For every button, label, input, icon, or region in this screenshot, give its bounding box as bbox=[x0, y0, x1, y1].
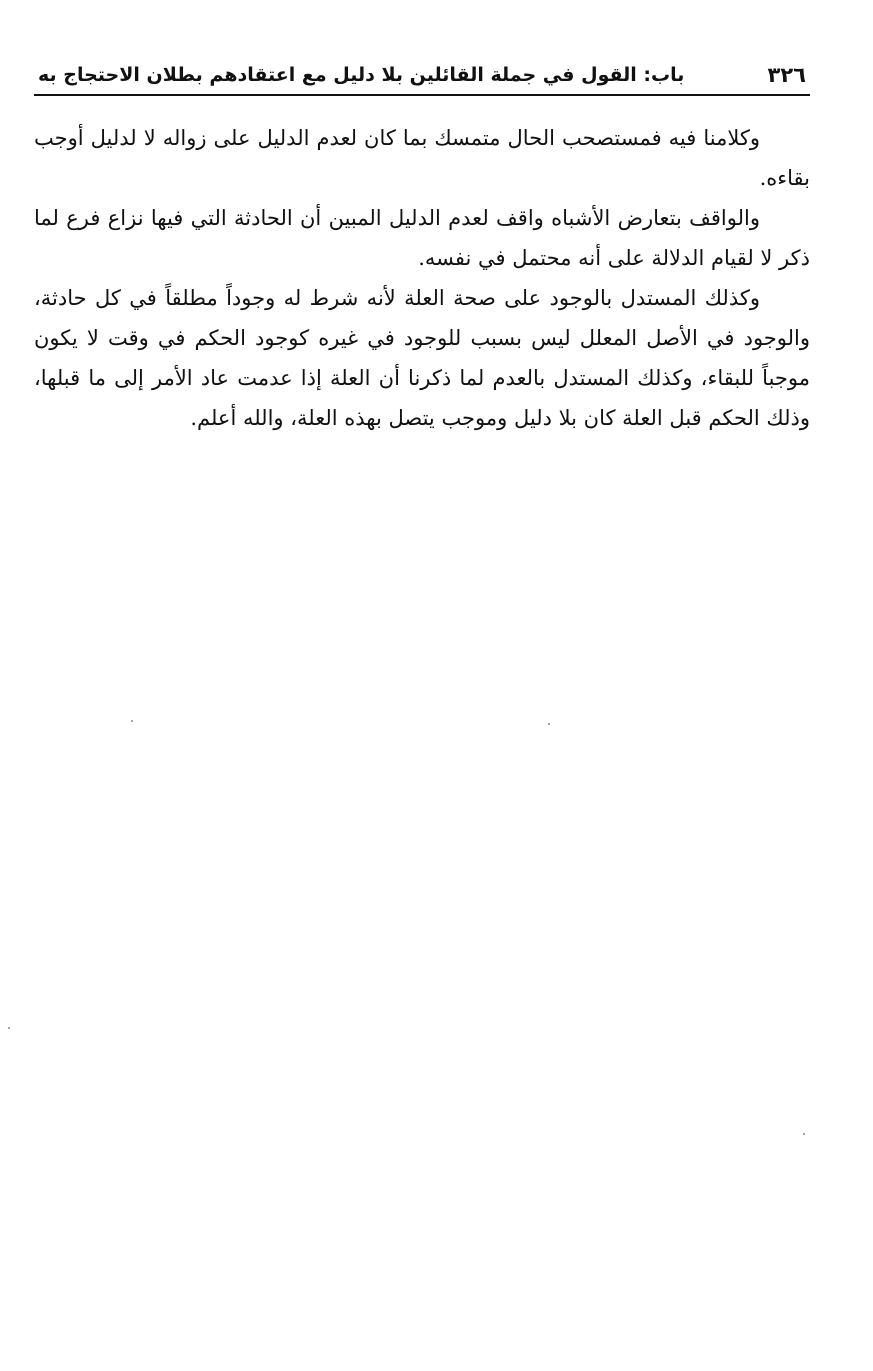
page-number: ٣٢٦ bbox=[767, 63, 806, 87]
scan-speck bbox=[803, 1133, 805, 1135]
paragraph-2: والواقف بتعارض الأشباه واقف لعدم الدليل المبين أن الحادثة التي فيها نزاع فرع لما ذكر لا لقيام الدلالة على أنه محتمل في نفسه. bbox=[34, 206, 810, 270]
page-content bbox=[34, 62, 810, 438]
scan-speck bbox=[131, 720, 133, 722]
chapter-title: باب: القول في جملة القائلين بلا دليل مع اعتقادهم بطلان الاحتجاج به bbox=[38, 64, 685, 86]
running-header bbox=[34, 62, 810, 96]
scan-speck bbox=[8, 1027, 10, 1029]
body-text bbox=[34, 118, 810, 438]
paragraph-3: وكذلك المستدل بالوجود على صحة العلة لأنه شرط له وجوداً مطلقاً في كل حادثة، والوجود في الأصل المعلل ليس بسبب للوجود في غيره كوجود الحكم في وقت لا يكون موجباً للبقاء، وكذلك المستدل بالعدم لما ذكرنا أن العلة إذا عدمت عاد الأمر إلى ما قبلها، وذلك الحكم قبل العلة كان بلا دليل وموجب يتصل بهذه العلة، والله أعلم. bbox=[34, 286, 810, 430]
paragraph-1: وكلامنا فيه فمستصحب الحال متمسك بما كان لعدم الدليل على زواله لا لدليل أوجب بقاءه. bbox=[34, 126, 810, 190]
scan-speck bbox=[548, 723, 550, 725]
